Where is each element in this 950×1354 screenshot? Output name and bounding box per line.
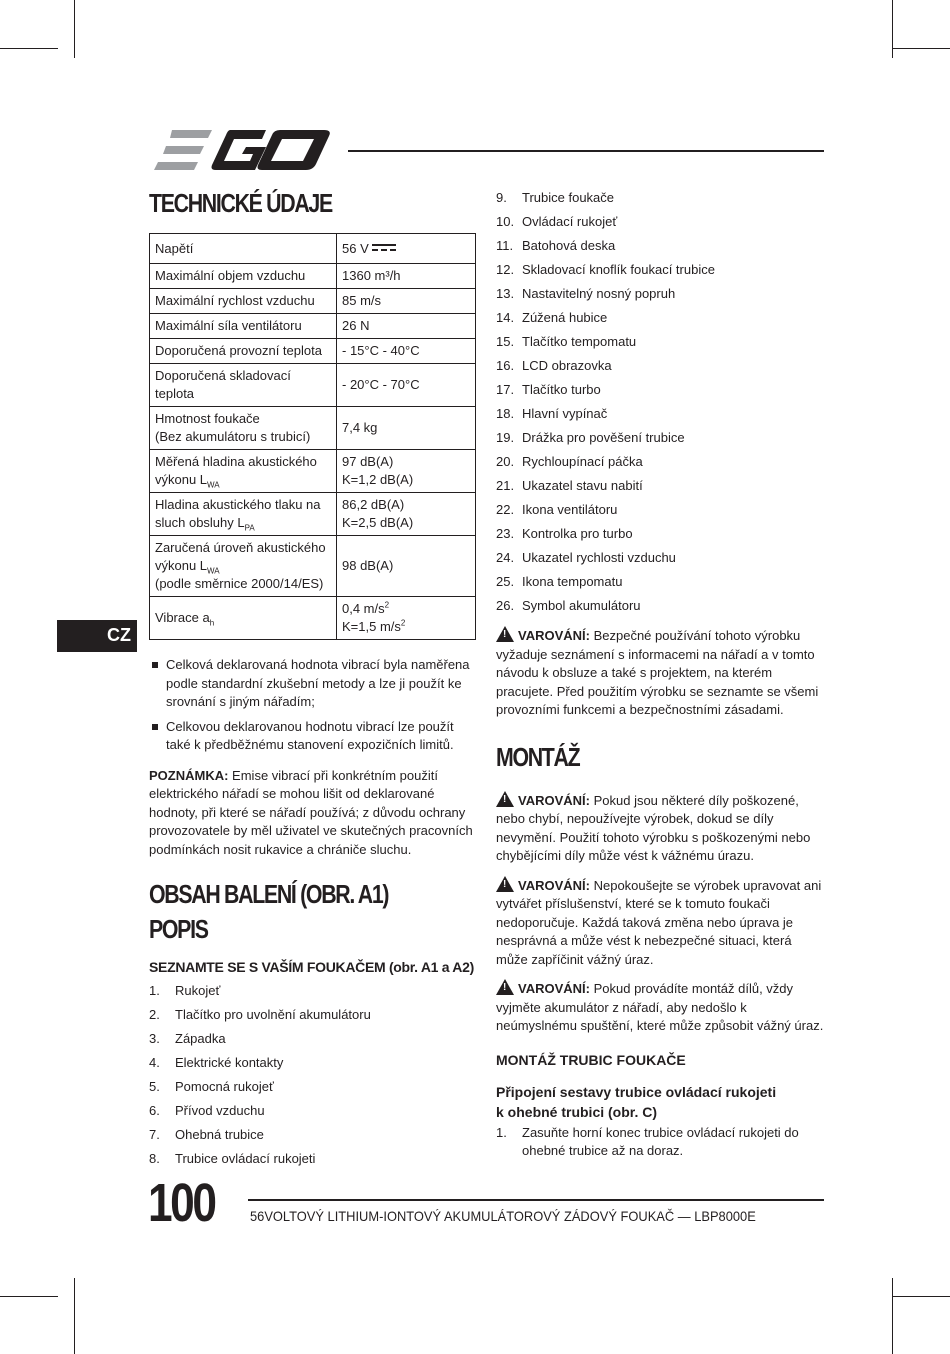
- spec-key: Maximální rychlost vzduchu: [150, 289, 337, 314]
- crop-mark: [0, 48, 58, 49]
- parts-list-continued: [496, 186, 826, 618]
- list-item: 22. Ikona ventilátoru: [496, 502, 618, 517]
- list-item: 25. Ikona tempomatu: [496, 574, 623, 589]
- list-item: 12. Skladovací knoflík foukací trubice: [496, 262, 715, 277]
- table-row: [150, 536, 476, 597]
- list-item: 16. LCD obrazovka: [496, 358, 612, 373]
- spec-key: Doporučená provozní teplota: [150, 339, 337, 364]
- spec-key: Zaručená úroveň akustického výkonu $L_{WA}$ (podle směrnice 2000/14/ES): [150, 536, 337, 597]
- table-row: [150, 450, 476, 493]
- header-rule: [348, 150, 824, 152]
- warning-paragraph: !VAROVÁNÍ: Pokud provádíte montáž dílů, vždy vyjměte akumulátor z nářadí, aby nedošlo k neúmyslnému spuštění, které může způsobit vážný úraz.: [496, 979, 826, 1036]
- heading-package-contents: OBSAH BALENÍ (OBR. A1): [149, 879, 389, 909]
- spec-key: Napětí: [150, 234, 337, 264]
- list-item: 6. Přívod vzduchu: [149, 1103, 265, 1118]
- ego-logo: [150, 130, 332, 172]
- bullet-item: Celkovou deklarovanou hodnotu vibrací lze použít také k předběžnému stanovení expozičních limitů.: [149, 718, 476, 755]
- list-item: 8. Trubice ovládací rukojeti: [149, 1151, 316, 1166]
- crop-mark: [892, 1278, 893, 1354]
- spec-value: 1360 m³/h: [337, 264, 476, 289]
- warning-icon: [496, 626, 514, 642]
- heading-technical-data: TECHNICKÉ ÚDAJE: [149, 188, 332, 218]
- heading-assembly: MONTÁŽ: [496, 741, 580, 772]
- right-column: [496, 186, 826, 1161]
- bullet-square-icon: [152, 662, 158, 668]
- spec-key: Hladina akustického tlaku na sluch obsluhy $L_{PA}$: [150, 493, 337, 536]
- spec-value: - 20°C - 70°C: [337, 364, 476, 407]
- list-item: 7. Ohebná trubice: [149, 1127, 264, 1142]
- list-item: 21. Ukazatel stavu nabití: [496, 478, 643, 493]
- parts-list: [149, 979, 476, 1171]
- list-item: 23. Kontrolka pro turbo: [496, 526, 633, 541]
- list-item: 9. Trubice foukače: [496, 190, 615, 205]
- spec-value: 98 dB(A): [337, 536, 476, 597]
- crop-mark: [892, 48, 950, 49]
- spec-value: - 15°C - 40°C: [337, 339, 476, 364]
- subheading-pipe-assembly: MONTÁŽ TRUBIC FOUKAČE: [496, 1051, 686, 1068]
- table-row: [150, 264, 476, 289]
- list-item: 4. Elektrické kontakty: [149, 1055, 284, 1070]
- crop-mark: [0, 1296, 58, 1297]
- list-item: 10. Ovládací rukojeť: [496, 214, 618, 229]
- bullet-square-icon: [152, 724, 158, 730]
- list-item: 26. Symbol akumulátoru: [496, 598, 641, 613]
- table-row: [150, 407, 476, 450]
- footer-title: 56VOLTOVÝ LITHIUM-IONTOVÝ AKUMULÁTOROVÝ ZÁDOVÝ FOUKAČ — LBP8000E: [250, 1208, 756, 1224]
- list-item: 18. Hlavní vypínač: [496, 406, 608, 421]
- list-item: 15. Tlačítko tempomatu: [496, 334, 637, 349]
- warning-paragraph: !VAROVÁNÍ: Pokud jsou některé díly poškozené, nebo chybí, nepoužívejte výrobek, dokud se díly nevymění. Použití tohoto výrobku s poškozenými nebo chybějícími díly může vést k vážnému úrazu.: [496, 791, 826, 866]
- warning-icon: [496, 876, 514, 892]
- page-number: 100: [148, 1173, 215, 1233]
- table-row: [150, 314, 476, 339]
- list-item: 20. Rychloupínací páčka: [496, 454, 643, 469]
- spec-value: 0,4 $m/s^2$ K=1,5 $m/s^2$: [337, 597, 476, 640]
- list-item: 5. Pomocná rukojeť: [149, 1079, 274, 1094]
- list-item: 24. Ukazatel rychlosti vzduchu: [496, 550, 676, 565]
- crop-mark: [74, 1278, 75, 1354]
- language-tab: CZ: [57, 620, 137, 652]
- left-column: [149, 188, 476, 1171]
- warning-icon: [496, 791, 514, 807]
- crop-mark: [74, 0, 75, 58]
- dc-voltage-icon: [372, 244, 396, 252]
- note-paragraph: POZNÁMKA: Emise vibrací při konkrétním použití elektrického nářadí se mohou lišit od deklarované hodnoty, při které se nářadí používá; z důvodu ochrany provozovatele by měl uživatel ve skutečných pracovních podmínkách nosit rukavice a chrániče sluchu.: [149, 767, 473, 857]
- crop-mark: [892, 1296, 950, 1297]
- spec-key: Měřená hladina akustického výkonu $L_{WA}$: [150, 450, 337, 493]
- list-item: 1. Rukojeť: [149, 983, 221, 998]
- spec-key: Hmotnost foukače (Bez akumulátoru s trubicí): [150, 407, 337, 450]
- list-item: 19. Drážka pro pověšení trubice: [496, 430, 685, 445]
- list-item: 11. Batohová deska: [496, 238, 616, 253]
- warning-paragraph: !VAROVÁNÍ: Nepokoušejte se výrobek upravovat ani vytvářet příslušenství, které se k tomuto foukači nedoporučuje. Každá taková změna nebo úprava je nesprávná a může vést k nebezpečné situaci, která může zapříčinit vážný úraz.: [496, 876, 826, 970]
- heading-description: POPIS: [149, 914, 208, 944]
- table-row: [150, 339, 476, 364]
- list-item: 3. Západka: [149, 1031, 226, 1046]
- crop-mark: [892, 0, 893, 58]
- table-row: [150, 234, 476, 264]
- list-item: 13. Nastavitelný nosný popruh: [496, 286, 676, 301]
- warning-paragraph: !VAROVÁNÍ: Bezpečné používání tohoto výrobku vyžaduje seznámení s informacemi na nářadí a v tomto návodu k obsluze a také s projektem, na kterém pracujete. Před použitím výrobku se seznamte se všemi provozními funkcemi a bezpečnostními zásadami.: [496, 626, 826, 720]
- spec-key: Doporučená skladovací teplota: [150, 364, 337, 407]
- spec-value: 7,4 kg: [337, 407, 476, 450]
- list-item: 17. Tlačítko turbo: [496, 382, 601, 397]
- table-row: [150, 597, 476, 640]
- spec-key: Maximální síla ventilátoru: [150, 314, 337, 339]
- bullet-item: Celková deklarovaná hodnota vibrací byla naměřena podle standardní zkušební metody a lze ji použít ke srovnání s jiným nářadím;: [149, 656, 476, 712]
- warning-icon: [496, 979, 514, 995]
- subheading-get-to-know: SEZNAMTE SE S VAŠÍM FOUKAČEM (obr. A1 a A2): [149, 959, 474, 975]
- table-row: [150, 364, 476, 407]
- table-row: [150, 493, 476, 536]
- spec-value: 86,2 dB(A) K=2,5 dB(A): [337, 493, 476, 536]
- step-item: 1. Zasuňte horní konec trubice ovládací rukojeti do ohebné trubice až na doraz.: [496, 1124, 799, 1158]
- table-row: [150, 289, 476, 314]
- spec-table: [149, 233, 476, 640]
- subheading-connect: Připojení sestavy trubice ovládací rukojeti k ohebné trubici (obr. C): [496, 1083, 777, 1120]
- list-item: 14. Zúžená hubice: [496, 310, 608, 325]
- list-item: 2. Tlačítko pro uvolnění akumulátoru: [149, 1007, 371, 1022]
- footer-rule: [248, 1199, 824, 1201]
- spec-key: Vibrace $a_h$: [150, 597, 337, 640]
- spec-value: 26 N: [337, 314, 476, 339]
- spec-key: Maximální objem vzduchu: [150, 264, 337, 289]
- spec-value: 56 V: [337, 234, 476, 264]
- spec-value: 85 m/s: [337, 289, 476, 314]
- spec-value: 97 dB(A) K=1,2 dB(A): [337, 450, 476, 493]
